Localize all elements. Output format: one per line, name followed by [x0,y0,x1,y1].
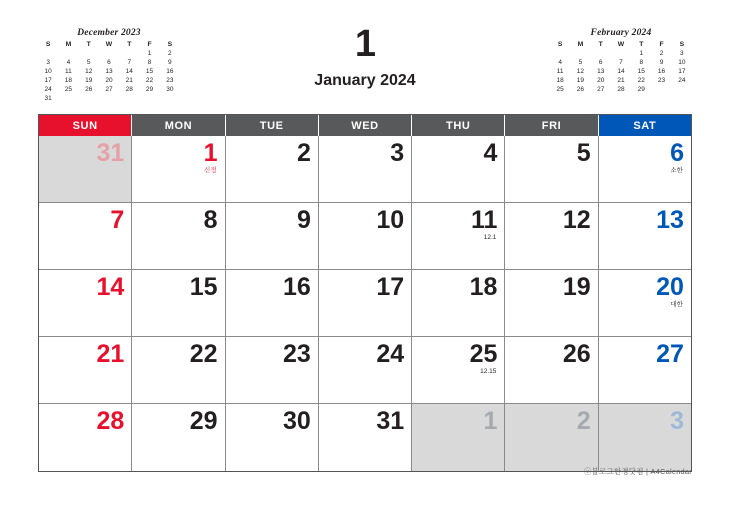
day-cell[interactable] [505,136,598,203]
mini-day: 16 [657,68,666,76]
mini-day [651,86,671,95]
day-number: 3 [670,407,684,435]
day-cell[interactable] [505,404,598,471]
footer-credit: ⓒ블로그한경닷컴 | A4Calendar [583,467,692,476]
mini-dow: F [147,41,152,49]
dow-header-sun: SUN [39,115,132,136]
day-cell[interactable] [226,337,319,404]
mini-day: 30 [166,85,174,93]
mini-day: 12 [576,68,585,76]
day-number: 29 [189,407,218,435]
table-row [550,77,692,86]
mini-day [139,95,159,104]
mini-calendar-next-month [550,28,692,95]
mini-day: 9 [659,59,664,67]
mini-day: 4 [66,59,71,67]
page-title [235,22,495,90]
mini-day: 17 [44,76,52,84]
mini-day: 2 [168,50,172,58]
day-cell[interactable] [226,203,319,270]
mini-day: 5 [578,59,583,67]
day-note: 소한 [670,167,683,174]
day-number: 9 [296,206,311,234]
mini-dow: T [598,41,603,49]
mini-day: 8 [147,59,152,67]
day-number: 17 [376,273,405,301]
mini-day [79,50,99,59]
mini-day: 26 [85,85,93,93]
day-cell[interactable] [412,136,505,203]
mini-day [570,50,590,59]
day-cell[interactable] [39,337,132,404]
mini-dow: M [65,41,72,49]
day-cell[interactable] [319,136,412,203]
mini-day: 11 [556,68,564,76]
mini-dow: W [105,41,113,49]
mini-dow: S [679,41,685,49]
mini-day: 27 [105,85,113,93]
day-cell[interactable] [319,404,412,471]
day-number: 18 [469,273,498,301]
mini-day: 3 [680,50,684,58]
mini-calendar-previous-table [38,41,180,103]
mini-day: 14 [617,68,625,76]
day-number: 8 [203,206,218,234]
mini-day: 25 [64,85,73,93]
table-row [38,50,180,59]
mini-day [99,50,119,59]
mini-dow: T [127,41,132,49]
mini-day: 13 [105,68,113,76]
dow-header-mon: MON [132,115,225,136]
mini-day: 11 [65,68,72,76]
mini-day: 12 [85,68,93,76]
month-year-label: January 2024 [314,72,416,89]
day-number: 2 [296,139,311,167]
mini-day: 24 [678,76,686,84]
mini-dow: S [45,41,51,49]
mini-day: 23 [657,76,666,84]
day-cell[interactable] [412,337,505,404]
day-cell[interactable] [319,203,412,270]
day-cell[interactable] [599,136,691,203]
week-row [39,404,691,471]
day-number: 21 [96,340,125,368]
mini-day [58,95,78,104]
mini-dow: S [557,41,563,49]
day-number: 20 [656,273,684,301]
mini-day [99,95,119,104]
mini-day: 20 [105,76,113,84]
mini-dow: T [86,41,91,49]
day-of-week-header-row [39,115,691,136]
dow-header-thu: THU [412,115,505,136]
day-cell[interactable] [226,404,319,471]
mini-day [58,50,78,59]
mini-dow: M [577,41,584,49]
mini-day: 25 [556,85,564,93]
mini-day: 26 [576,85,585,93]
mini-day: 6 [598,59,603,67]
month-number: 1 [354,23,376,65]
day-number: 10 [376,206,405,234]
mini-day: 31 [44,94,52,102]
table-row [38,95,180,104]
day-note: 12.15 [480,368,497,375]
mini-day: 20 [597,76,605,84]
day-cell[interactable] [226,136,319,203]
mini-day: 3 [46,59,50,67]
mini-day: 1 [639,50,644,58]
week-row [39,203,691,270]
day-note: 12.1 [483,234,497,241]
day-number: 25 [469,340,498,368]
mini-day [160,95,180,104]
dow-header-tue: TUE [226,115,319,136]
mini-day: 15 [145,68,154,76]
mini-day: 7 [619,59,623,67]
day-cell[interactable] [319,270,412,337]
week-row [39,136,691,203]
table-row [550,41,692,50]
day-cell[interactable] [599,404,691,471]
day-number: 15 [189,273,218,301]
mini-dow: S [167,41,173,49]
mini-day: 29 [637,85,645,93]
mini-day [591,50,611,59]
table-row [38,59,180,68]
mini-day: 15 [637,68,645,76]
mini-day [79,95,99,104]
mini-dow: W [617,41,625,49]
table-row [550,50,692,59]
day-cell[interactable] [39,136,132,203]
mini-day: 23 [166,76,174,84]
mini-day: 19 [576,76,585,84]
mini-day: 22 [637,76,645,84]
day-number: 24 [376,340,405,368]
mini-day: 29 [145,85,154,93]
day-cell[interactable] [226,270,319,337]
day-cell[interactable] [412,270,505,337]
mini-day: 27 [597,85,605,93]
day-number: 22 [189,340,218,368]
day-number: 11 [470,206,498,234]
dow-header-sat: SAT [599,115,691,136]
mini-day: 6 [107,59,111,67]
mini-day: 1 [147,50,152,58]
table-row [38,77,180,86]
mini-day: 2 [659,50,664,58]
day-cell[interactable] [412,404,505,471]
mini-day: 7 [127,59,132,67]
day-cell[interactable] [132,404,225,471]
day-cell[interactable] [39,404,132,471]
day-number: 6 [670,139,684,167]
mini-dow: F [659,41,664,49]
day-cell[interactable] [132,270,225,337]
mini-day: 9 [168,59,172,67]
mini-day: 24 [44,85,52,93]
mini-day: 16 [166,68,174,76]
mini-day: 28 [617,85,625,93]
mini-day: 18 [64,76,73,84]
day-number: 1 [483,407,498,435]
month-grid [38,114,692,472]
mini-dow: T [639,41,644,49]
mini-day: 19 [85,76,93,84]
mini-day [119,50,139,59]
day-number: 14 [96,273,125,301]
day-cell[interactable] [412,203,505,270]
dow-header-fri: FRI [505,115,598,136]
mini-day: 4 [558,59,562,67]
day-cell[interactable] [39,270,132,337]
mini-day: 18 [556,76,564,84]
mini-day [611,50,631,59]
mini-day [672,86,692,95]
dow-header-wed: WED [319,115,412,136]
week-row [39,270,691,337]
day-number: 16 [283,273,311,301]
table-row [550,59,692,68]
mini-calendar-next-table [550,41,692,95]
table-row [550,86,692,95]
mini-day: 17 [678,68,686,76]
week-row [39,337,691,404]
day-number: 1 [203,139,218,167]
day-cell[interactable] [599,337,691,404]
day-number: 27 [656,340,684,368]
day-number: 13 [656,206,684,234]
mini-day: 21 [125,76,133,84]
mini-calendar-previous-title: December 2023 [77,28,141,38]
mini-day: 14 [125,68,133,76]
day-cell[interactable] [39,203,132,270]
day-number: 5 [576,139,591,167]
day-number: 28 [96,407,125,435]
mini-day: 22 [145,76,154,84]
day-number: 7 [110,206,125,234]
day-cell[interactable] [505,203,598,270]
day-number: 31 [376,407,405,435]
table-row [38,86,180,95]
day-number: 23 [283,340,311,368]
day-cell[interactable] [599,270,691,337]
mini-day [550,50,570,59]
day-cell[interactable] [132,136,225,203]
day-number: 2 [576,407,591,435]
mini-day: 5 [86,59,91,67]
mini-day: 10 [44,68,52,76]
table-row [38,41,180,50]
calendar-header [38,22,692,112]
mini-day: 28 [125,85,133,93]
day-number: 26 [562,340,591,368]
mini-day [38,50,58,59]
mini-day: 21 [617,76,625,84]
day-cell[interactable] [319,337,412,404]
day-cell[interactable] [132,337,225,404]
mini-day: 13 [597,68,605,76]
day-number: 31 [96,139,125,167]
day-number: 12 [562,206,591,234]
mini-day [119,95,139,104]
day-number: 19 [562,273,591,301]
day-cell[interactable] [505,270,598,337]
day-number: 30 [283,407,311,435]
table-row [550,68,692,77]
table-row [38,68,180,77]
mini-calendar-previous-month [38,28,180,103]
day-note: 대한 [670,301,683,308]
day-number: 4 [483,139,498,167]
mini-day: 8 [639,59,644,67]
mini-calendar-next-title: February 2024 [590,28,652,38]
day-cell[interactable] [505,337,598,404]
day-cell[interactable] [599,203,691,270]
mini-day: 10 [678,59,686,67]
day-note: 신정 [204,167,217,174]
day-cell[interactable] [132,203,225,270]
day-number: 3 [390,139,405,167]
